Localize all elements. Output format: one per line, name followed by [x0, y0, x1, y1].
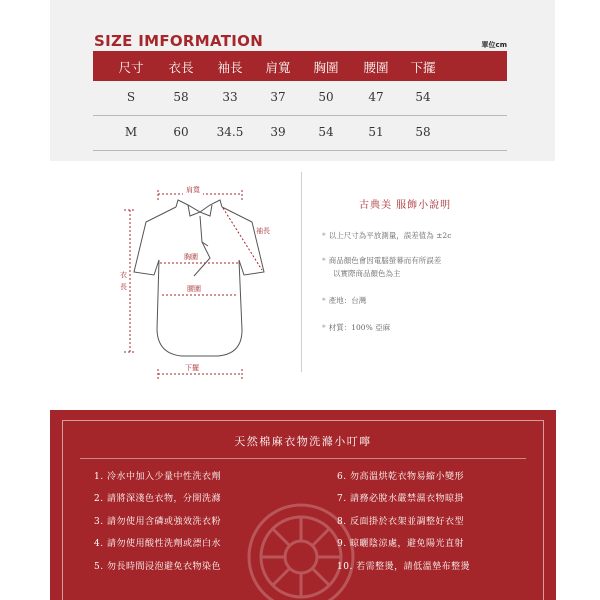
note-item: * 商品顏色會因電腦螢幕而有所誤差: [322, 256, 442, 265]
label-sleeve: 袖長: [256, 227, 270, 235]
note-item: * 材質：100% 亞麻: [322, 323, 391, 332]
table-cell: 54: [318, 125, 334, 139]
size-table-header: [93, 51, 507, 81]
asterisk-icon: *: [322, 256, 326, 265]
table-cell: S: [126, 90, 136, 104]
header-shoulder: 肩寬: [265, 60, 291, 75]
care-item: 8. 反面掛於衣架並調整好衣型: [337, 517, 464, 527]
header-length: 衣長: [168, 60, 194, 75]
care-item: 7. 請務必脫水嚴禁濕衣物晾掛: [337, 494, 464, 504]
table-cell: 33: [222, 90, 238, 104]
table-row: [93, 116, 507, 151]
asterisk-icon: *: [322, 323, 326, 332]
asterisk-icon: *: [322, 231, 326, 240]
care-item: 1. 冷水中加入少量中性洗衣劑: [94, 472, 221, 482]
note-item: * 以上尺寸為平放測量，誤差值為 ±2c: [322, 231, 452, 240]
note-item: * 產地：台灣: [322, 296, 367, 305]
table-cell: 60: [173, 125, 189, 139]
header-size: 尺寸: [118, 60, 144, 75]
size-unit: 單位cm: [481, 41, 507, 49]
care-item: 5. 勿長時間浸泡避免衣物染色: [94, 562, 221, 572]
label-shoulder: 肩寬: [183, 185, 203, 195]
label-hem: 下擺: [182, 363, 202, 373]
table-cell: 47: [368, 90, 384, 104]
label-chest: 胸圍: [184, 253, 198, 261]
care-item: 10. 若需整燙，請低溫墊布整燙: [337, 562, 471, 572]
table-cell: 58: [415, 125, 431, 139]
table-cell: M: [124, 125, 138, 139]
size-title: SIZE IMFORMATION: [94, 32, 264, 50]
care-item: 3. 請勿使用含磷或強效洗衣粉: [94, 517, 221, 527]
care-item: 9. 晾曬陰涼處，避免陽光直射: [337, 539, 464, 549]
table-cell: 54: [415, 90, 431, 104]
label-length-top: 衣: [120, 271, 127, 279]
care-instructions-panel: [50, 410, 556, 600]
notes-title: 古典美 服飾小說明: [359, 200, 452, 211]
header-chest: 胸圍: [313, 60, 339, 75]
table-cell: 58: [173, 90, 189, 104]
asterisk-icon: *: [322, 296, 326, 305]
table-cell: 50: [318, 90, 334, 104]
table-cell: 39: [270, 125, 286, 139]
garment-diagram: [110, 180, 300, 380]
label-waist: 腰圍: [187, 285, 201, 293]
table-cell: 51: [368, 125, 384, 139]
care-divider: [80, 458, 526, 459]
header-waist: 腰圍: [363, 60, 389, 75]
header-sleeve: 袖長: [217, 60, 243, 75]
table-cell: 34.5: [216, 125, 244, 139]
section-divider: [301, 172, 302, 372]
label-length-bottom: 長: [120, 283, 127, 291]
size-information-section: [50, 0, 555, 161]
care-title: 天然棉麻衣物洗滌小叮嚀: [234, 435, 372, 448]
care-item: 4. 請勿使用酸性洗劑或漂白水: [94, 539, 221, 549]
table-cell: 37: [270, 90, 286, 104]
note-item-continued: 以實際商品顏色為主: [333, 269, 401, 278]
care-item: 2. 請將深淺色衣物，分開洗滌: [94, 494, 221, 504]
care-item: 6. 勿高溫烘乾衣物易縮小變形: [337, 472, 464, 482]
table-row: [93, 81, 507, 116]
shirt-outline-icon: [110, 180, 300, 380]
header-hem: 下擺: [410, 60, 436, 75]
